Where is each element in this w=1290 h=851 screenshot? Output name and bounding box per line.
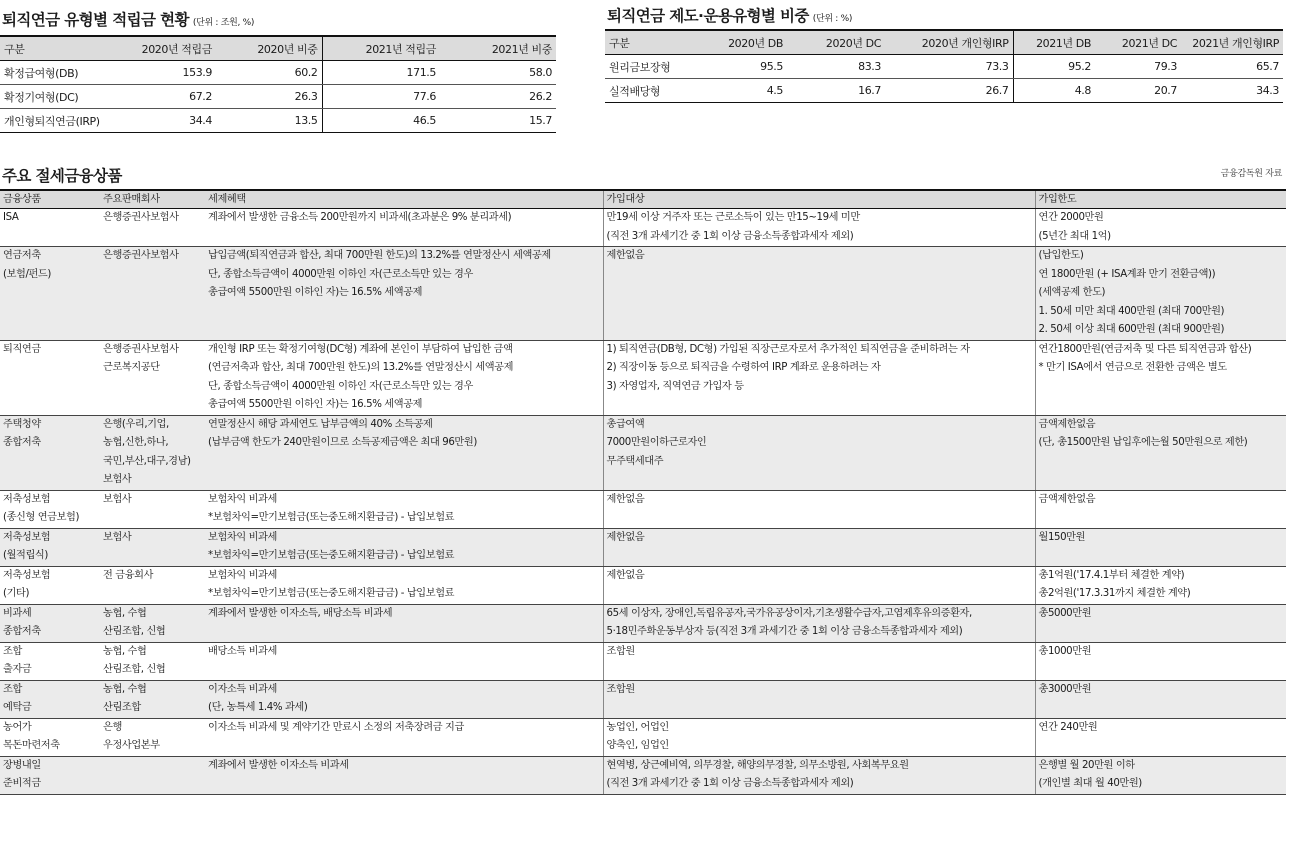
cell-line: 종합저축: [3, 437, 41, 448]
cell-line: ISA: [3, 212, 19, 223]
cell-line: 농협,신한,하나,: [103, 437, 169, 448]
cell-line: 보험차익 비과세: [208, 493, 277, 505]
product-name-cell: [0, 756, 100, 794]
cell-line: 조합: [3, 645, 22, 657]
table3-col-header: 가입한도: [1035, 190, 1286, 209]
row-label: 실적배당형: [605, 79, 701, 103]
cell-line: (납부금액 한도가 240만원이므로 소득공제금액은 최대 96만원): [208, 437, 477, 448]
table1-unit: (단위 : 조원, %): [192, 18, 255, 28]
table2-col-header: 2020년 개인형IRP: [885, 30, 1013, 55]
seller-cell: [100, 642, 205, 680]
row-label: 확정기여형(DC): [0, 85, 128, 109]
cell-line: 은행: [103, 721, 122, 733]
cell-line: 종합저축: [3, 626, 41, 637]
cell-line: 단, 종합소득금액이 4000만원 이하인 자(근로소득만 있는 경우: [208, 268, 473, 280]
cell-line: 연말정산시 해당 과세연도 납부금액의 40% 소득공제: [208, 418, 433, 430]
cell-line: 연 1800만원 (+ ISA계좌 만기 전환금액)): [1038, 268, 1216, 280]
limit-cell: [1035, 415, 1286, 490]
cell-line: 총5000만원: [1038, 607, 1092, 619]
cell-line: 농어가: [3, 721, 32, 733]
cell-line: 은행증권사보험사: [103, 212, 179, 223]
cell-line: 계좌에서 발생한 이자소득, 배당소득 비과세: [208, 607, 393, 619]
cell-line: (세액공제 한도): [1038, 287, 1106, 298]
cell-line: 계좌에서 발생한 이자소득 비과세: [208, 759, 349, 771]
table-row: [0, 490, 1286, 528]
row-label: 개인형퇴직연금(IRP): [0, 109, 128, 133]
table-row: [0, 680, 1286, 718]
table-cell: 26.3: [216, 85, 322, 109]
table-cell: 34.3: [1181, 79, 1283, 103]
table-cell: 67.2: [128, 85, 216, 109]
table2-col-header: 2021년 DB: [1013, 30, 1095, 55]
cell-line: 보험차익 비과세: [208, 531, 277, 543]
tax-benefit-cell: [205, 247, 603, 341]
table-cell: 79.3: [1095, 55, 1181, 79]
cell-line: 국민,부산,대구,경남): [103, 455, 191, 467]
table-cell: 26.2: [440, 85, 556, 109]
table3: [0, 189, 1286, 795]
table-row: [0, 718, 1286, 756]
cell-line: 조합원: [606, 683, 635, 695]
table3-col-header: 주요판매회사: [100, 190, 205, 209]
cell-line: 근로복지공단: [103, 362, 160, 373]
table-cell: 60.2: [216, 61, 322, 85]
cell-line: (보험/펀드): [3, 268, 51, 280]
cell-line: * 만기 ISA에서 연금으로 전환한 금액은 별도: [1038, 362, 1227, 373]
product-name-cell: [0, 247, 100, 341]
table3-col-header: 가입대상: [603, 190, 1035, 209]
cell-line: (월적립식): [3, 550, 48, 561]
cell-line: *보험차익=만기보험금(또는중도해지환급금) - 납입보험료: [208, 550, 455, 561]
tax-benefit-cell: [205, 340, 603, 415]
table-cell: 4.5: [701, 79, 787, 103]
cell-line: 이자소득 비과세 및 계약기간 만료시 소정의 저축장려금 지급: [208, 721, 464, 733]
cell-line: 준비적금: [3, 778, 41, 789]
cell-line: 연간 240만원: [1038, 721, 1098, 733]
cell-line: 장병내일: [3, 759, 41, 771]
table-cell: 171.5: [322, 61, 440, 85]
table-row: [0, 604, 1286, 642]
table1-col-header: 2021년 비중: [440, 36, 556, 61]
cell-line: 만19세 이상 거주자 또는 근로소득이 있는 만15~19세 미만: [606, 212, 860, 223]
table2-title-text: 퇴직연금 제도·운용유형별 비중: [607, 7, 809, 25]
cell-line: 보험사: [103, 474, 132, 485]
cell-line: 출자금: [3, 664, 32, 675]
table-cell: 46.5: [322, 109, 440, 133]
product-name-cell: [0, 209, 100, 247]
tax-benefit-cell: [205, 642, 603, 680]
table1-title-text: 퇴직연금 유형별 적립금 현황: [2, 11, 189, 29]
eligibility-cell: [603, 247, 1035, 341]
seller-cell: [100, 209, 205, 247]
table-cell: 83.3: [787, 55, 885, 79]
table1: [0, 35, 556, 133]
cell-line: 총2억원('17.3.31까지 체결한 계약): [1038, 588, 1191, 599]
cell-line: 5·18민주화운동부상자 등(직전 3개 과세기간 중 1회 이상 금융소득종합과세자 제외): [606, 626, 963, 637]
product-name-cell: [0, 415, 100, 490]
limit-cell: [1035, 528, 1286, 566]
eligibility-cell: [603, 528, 1035, 566]
table-cell: 73.3: [885, 55, 1013, 79]
eligibility-cell: [603, 209, 1035, 247]
table2: [605, 29, 1283, 103]
cell-line: 연간1800만원(연금저축 및 다른 퇴직연금과 합산): [1038, 343, 1252, 355]
cell-line: 저축성보험: [3, 531, 51, 543]
seller-cell: [100, 340, 205, 415]
table3-col-header: 세제혜택: [205, 190, 603, 209]
seller-cell: [100, 415, 205, 490]
cell-line: 무주택세대주: [606, 455, 664, 467]
row-label: 원리금보장형: [605, 55, 701, 79]
cell-line: 산림조합, 신협: [103, 664, 166, 675]
seller-cell: [100, 604, 205, 642]
cell-line: 조합원: [606, 645, 635, 657]
tax-benefit-cell: [205, 718, 603, 756]
product-name-cell: [0, 718, 100, 756]
tax-benefit-cell: [205, 680, 603, 718]
table2-unit: (단위 : %): [812, 14, 853, 24]
table-cell: 20.7: [1095, 79, 1181, 103]
table2-col-header: 2020년 DB: [701, 30, 787, 55]
cell-line: 총1000만원: [1038, 645, 1092, 657]
eligibility-cell: [603, 566, 1035, 604]
limit-cell: [1035, 604, 1286, 642]
table2-col-header: 구분: [605, 30, 701, 55]
eligibility-cell: [603, 756, 1035, 794]
cell-line: 금액제한없음: [1038, 418, 1096, 430]
table2-col-header: 2020년 DC: [787, 30, 885, 55]
cell-line: (연금저축과 합산, 최대 700만원 한도)의 13.2%를 연말정산시 세액공제: [208, 362, 514, 373]
seller-cell: [100, 718, 205, 756]
limit-cell: [1035, 718, 1286, 756]
table2-title: [607, 4, 852, 26]
limit-cell: [1035, 756, 1286, 794]
table-row: [0, 756, 1286, 794]
cell-line: 주택청약: [3, 418, 41, 430]
tax-benefit-cell: [205, 604, 603, 642]
table3-title: [2, 164, 122, 186]
cell-line: 예탁금: [3, 702, 32, 713]
eligibility-cell: [603, 415, 1035, 490]
cell-line: 단, 종합소득금액이 4000만원 이하인 자(근로소득만 있는 경우: [208, 380, 473, 392]
table-cell: 65.7: [1181, 55, 1283, 79]
row-label: 확정급여형(DB): [0, 61, 128, 85]
cell-line: 계좌에서 발생한 금융소득 200만원까지 비과세(초과분은 9% 분리과세): [208, 212, 512, 223]
table-row: [0, 109, 556, 133]
cell-line: 전 금융회사: [103, 569, 154, 581]
seller-cell: [100, 247, 205, 341]
cell-line: 이자소득 비과세: [208, 683, 277, 695]
cell-line: 제한없음: [606, 569, 645, 581]
product-name-cell: [0, 340, 100, 415]
cell-line: 농업인, 어업인: [606, 721, 669, 733]
cell-line: 저축성보험: [3, 569, 51, 581]
table-row: [0, 340, 1286, 415]
cell-line: 총급여액 5500만원 이하인 자)는 16.5% 세액공제: [208, 287, 423, 298]
cell-line: (단, 총1500만원 납입후에는월 50만원으로 제한): [1038, 437, 1248, 448]
table-row: [0, 528, 1286, 566]
cell-line: *보험차익=만기보험금(또는중도해지환급금) - 납입보험료: [208, 588, 455, 599]
table-row: [605, 55, 1283, 79]
cell-line: 보험사: [103, 493, 132, 505]
tax-benefit-cell: [205, 490, 603, 528]
table-cell: 34.4: [128, 109, 216, 133]
table-cell: 4.8: [1013, 79, 1095, 103]
eligibility-cell: [603, 718, 1035, 756]
table2-header-row: [605, 30, 1283, 55]
cell-line: 은행증권사보험사: [103, 250, 179, 261]
cell-line: 보험차익 비과세: [208, 569, 277, 581]
table1-col-header: 2020년 적립금: [128, 36, 216, 61]
cell-line: 1) 퇴직연금(DB형, DC형) 가입된 직장근로자로서 추가적인 퇴직연금을 준비하려는 자: [606, 343, 970, 355]
limit-cell: [1035, 680, 1286, 718]
cell-line: 은행별 월 20만원 이하: [1038, 759, 1135, 771]
table-row: [0, 415, 1286, 490]
table-cell: 95.5: [701, 55, 787, 79]
table-cell: 13.5: [216, 109, 322, 133]
seller-cell: [100, 680, 205, 718]
cell-line: 총급여액 5500만원 이하인 자)는 16.5% 세액공제: [208, 399, 423, 410]
cell-line: 1. 50세 미만 최대 400만원 (최대 700만원): [1038, 305, 1225, 317]
cell-line: (종신형 연금보험): [3, 512, 80, 523]
cell-line: 2. 50세 이상 최대 600만원 (최대 900만원): [1038, 324, 1225, 335]
table-cell: 16.7: [787, 79, 885, 103]
table-row: [0, 209, 1286, 247]
cell-line: 월150만원: [1038, 531, 1086, 543]
cell-line: 퇴직연금: [3, 343, 41, 355]
cell-line: 양축인, 임업인: [606, 740, 669, 751]
cell-line: (개인별 최대 월 40만원): [1038, 778, 1142, 789]
product-name-cell: [0, 490, 100, 528]
table1-col-header: 구분: [0, 36, 128, 61]
table-cell: 58.0: [440, 61, 556, 85]
table-cell: 77.6: [322, 85, 440, 109]
cell-line: (직전 3개 과세기간 중 1회 이상 금융소득종합과세자 제외): [606, 778, 854, 789]
table1-col-header: 2021년 적립금: [322, 36, 440, 61]
product-name-cell: [0, 604, 100, 642]
table1-title: [2, 8, 254, 30]
cell-line: 연금저축: [3, 250, 41, 261]
cell-line: 총3000만원: [1038, 683, 1092, 695]
cell-line: 제한없음: [606, 250, 645, 261]
cell-line: 목돈마련저축: [3, 740, 60, 751]
limit-cell: [1035, 642, 1286, 680]
limit-cell: [1035, 340, 1286, 415]
cell-line: (5년간 최대 1억): [1038, 230, 1111, 242]
tax-benefit-cell: [205, 209, 603, 247]
cell-line: 보험사: [103, 531, 132, 543]
cell-line: 농협, 수협: [103, 607, 147, 619]
cell-line: 금액제한없음: [1038, 493, 1096, 505]
cell-line: 산림조합: [103, 702, 141, 713]
table2-col-header: 2021년 개인형IRP: [1181, 30, 1283, 55]
cell-line: 은행증권사보험사: [103, 343, 179, 355]
cell-line: 제한없음: [606, 531, 645, 543]
tax-benefit-cell: [205, 566, 603, 604]
cell-line: 65세 이상자, 장애인,독립유공자,국가유공상이자,기초생활수급자,고엽제후유의증환자,: [606, 607, 972, 619]
cell-line: 납입금액(퇴직연금과 합산, 최대 700만원 한도)의 13.2%를 연말정산시 세액공제: [208, 250, 551, 261]
table2-body: [605, 55, 1283, 103]
product-name-cell: [0, 528, 100, 566]
table-cell: 95.2: [1013, 55, 1095, 79]
cell-line: (납입한도): [1038, 250, 1084, 261]
table-cell: 26.7: [885, 79, 1013, 103]
cell-line: 농협, 수협: [103, 683, 147, 695]
cell-line: 산림조합, 신협: [103, 626, 166, 637]
cell-line: 조합: [3, 683, 22, 695]
table1-body: [0, 61, 556, 133]
seller-cell: [100, 756, 205, 794]
table-row: [0, 642, 1286, 680]
eligibility-cell: [603, 604, 1035, 642]
table1-header-row: [0, 36, 556, 61]
product-name-cell: [0, 680, 100, 718]
limit-cell: [1035, 247, 1286, 341]
cell-line: 개인형 IRP 또는 확정기여형(DC형) 계좌에 본인이 부담하여 납입한 금액: [208, 343, 513, 355]
cell-line: 연간 2000만원: [1038, 212, 1104, 223]
product-name-cell: [0, 566, 100, 604]
limit-cell: [1035, 566, 1286, 604]
table-row: [0, 85, 556, 109]
table3-header-row: [0, 190, 1286, 209]
table-cell: 15.7: [440, 109, 556, 133]
limit-cell: [1035, 209, 1286, 247]
cell-line: 배당소득 비과세: [208, 645, 277, 657]
product-name-cell: [0, 642, 100, 680]
eligibility-cell: [603, 680, 1035, 718]
table2-col-header: 2021년 DC: [1095, 30, 1181, 55]
cell-line: 제한없음: [606, 493, 645, 505]
cell-line: 농협, 수협: [103, 645, 147, 657]
tax-benefit-cell: [205, 756, 603, 794]
table1-col-header: 2020년 비중: [216, 36, 322, 61]
limit-cell: [1035, 490, 1286, 528]
seller-cell: [100, 490, 205, 528]
cell-line: 총1억원('17.4.1부터 체결한 계약): [1038, 569, 1185, 581]
cell-line: 저축성보험: [3, 493, 51, 505]
table3-source: 금융감독원 자료: [1220, 169, 1282, 179]
cell-line: 비과세: [3, 607, 32, 619]
cell-line: 은행(우리,기업,: [103, 418, 169, 430]
cell-line: 현역병, 상근예비역, 의무경찰, 해양의무경찰, 의무소방원, 사회복무요원: [606, 759, 909, 771]
eligibility-cell: [603, 340, 1035, 415]
table-row: [605, 79, 1283, 103]
cell-line: 총급여액: [606, 418, 645, 430]
cell-line: (직전 3개 과세기간 중 1회 이상 금융소득종합과세자 제외): [606, 230, 854, 242]
seller-cell: [100, 528, 205, 566]
tax-benefit-cell: [205, 415, 603, 490]
cell-line: 3) 자영업자, 직역연금 가입자 등: [606, 380, 744, 392]
cell-line: (단, 농특세 1.4% 과세): [208, 702, 308, 713]
seller-cell: [100, 566, 205, 604]
table3-title-text: 주요 절세금융상품: [2, 167, 122, 185]
cell-line: 7000만원이하근로자인: [606, 437, 707, 448]
cell-line: 2) 직장이동 등으로 퇴직금을 수령하여 IRP 계좌로 운용하려는 자: [606, 362, 881, 373]
cell-line: *보험차익=만기보험금(또는중도해지환급금) - 납입보험료: [208, 512, 455, 523]
cell-line: (기타): [3, 588, 30, 599]
table-row: [0, 247, 1286, 341]
eligibility-cell: [603, 642, 1035, 680]
table3-body: [0, 209, 1286, 795]
tax-benefit-cell: [205, 528, 603, 566]
table-row: [0, 566, 1286, 604]
eligibility-cell: [603, 490, 1035, 528]
table-row: [0, 61, 556, 85]
cell-line: 우정사업본부: [103, 740, 160, 751]
table3-col-header: 금융상품: [0, 190, 100, 209]
table-cell: 153.9: [128, 61, 216, 85]
